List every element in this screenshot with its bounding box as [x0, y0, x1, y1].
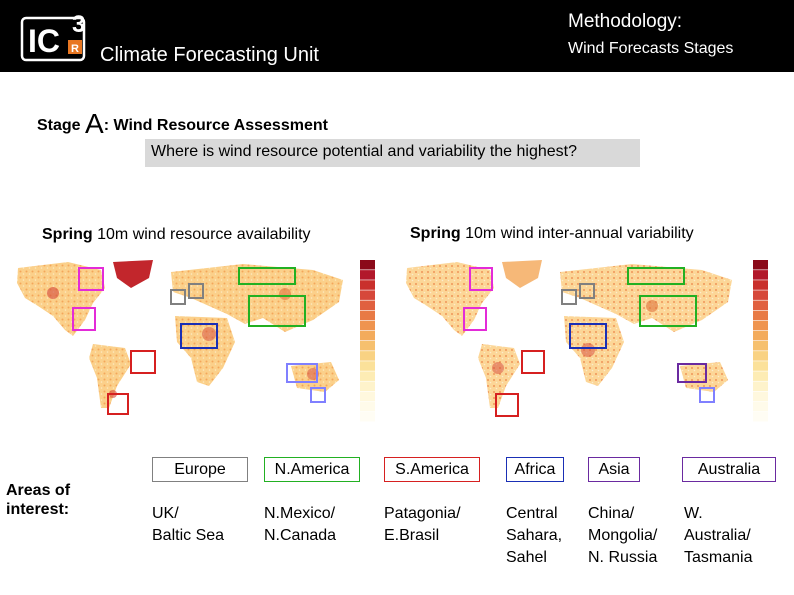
region-description: [384, 503, 461, 547]
region-box-asia: Asia: [588, 457, 640, 482]
colorbar-cell: [360, 260, 375, 270]
region-description-line: Baltic Sea: [152, 527, 225, 544]
stage-prefix: Stage: [37, 117, 81, 134]
region-description-line: Australia/: [684, 527, 751, 544]
colorbar-cell: [753, 351, 768, 361]
region-box-samerica: S.America: [384, 457, 480, 482]
colorbar-cell: [753, 290, 768, 300]
colorbar-cell: [753, 270, 768, 280]
header-bar: [0, 0, 794, 72]
region-description-line: Tasmania: [684, 549, 753, 566]
colorbar-cell: [753, 392, 768, 402]
region-box-namerica: N.America: [264, 457, 360, 482]
colorbar-cell: [360, 341, 375, 351]
colorbar-cell: [753, 382, 768, 392]
ic3-logo: [20, 10, 100, 65]
colorbar-cell: [753, 371, 768, 381]
unit-name: Climate Forecasting Unit: [100, 44, 319, 66]
colorbar-cell: [753, 311, 768, 321]
region-description-line: N.Mexico/: [264, 505, 336, 522]
colorbar-cell: [360, 382, 375, 392]
region-description: [588, 503, 657, 569]
colorbar-cell: [360, 371, 375, 381]
colorbar-cell: [360, 270, 375, 280]
colorbar-cell: [753, 361, 768, 371]
wind-variability-map: [402, 258, 745, 420]
region-description-line: E.Brasil: [384, 527, 440, 544]
colorbar-cell: [753, 402, 768, 412]
colorbar-cell: [360, 321, 375, 331]
region-box-europe: Europe: [152, 457, 248, 482]
colorbar-cell: [360, 361, 375, 371]
stage-letter: A: [85, 108, 104, 139]
region-box-africa: Africa: [506, 457, 564, 482]
colorbar-variability: [753, 260, 768, 422]
question-banner: Where is wind resource potential and variability the highest?: [145, 139, 640, 167]
region-description-line: Patagonia/: [384, 505, 461, 522]
wind-availability-map: [13, 258, 353, 420]
region-description: [152, 503, 224, 547]
region-description: [684, 503, 752, 569]
stage-heading: [37, 108, 328, 140]
colorbar-cell: [753, 331, 768, 341]
region-description-line: N. Russia: [588, 549, 658, 566]
region-description-line: China/: [588, 505, 635, 522]
colorbar-cell: [360, 331, 375, 341]
colorbar-cell: [753, 341, 768, 351]
map-title-text: 10m wind resource availability: [92, 226, 311, 243]
colorbar-cell: [753, 412, 768, 422]
region-description-line: Central: [506, 505, 558, 522]
colorbar-cell: [360, 351, 375, 361]
region-description-line: N.Canada: [264, 527, 337, 544]
colorbar-cell: [753, 280, 768, 290]
colorbar-cell: [753, 321, 768, 331]
region-description-line: UK/: [152, 505, 179, 522]
methodology-title: Methodology:: [568, 11, 683, 32]
logo-text: IC: [28, 23, 60, 59]
colorbar-cell: [360, 290, 375, 300]
map-title-season: Spring: [42, 226, 93, 243]
logo-superscript: 3: [72, 11, 86, 38]
map-title-text: 10m wind inter-annual variability: [460, 225, 694, 242]
map-title-availability: [42, 226, 311, 244]
map-title-variability: [410, 225, 694, 243]
region-description-line: W.: [684, 505, 703, 522]
colorbar-cell: [360, 280, 375, 290]
region-description: [506, 503, 562, 569]
colorbar-cell: [360, 301, 375, 311]
region-description-line: Sahel: [506, 549, 547, 566]
colorbar-cell: [360, 392, 375, 402]
colorbar-cell: [753, 260, 768, 270]
stage-title: : Wind Resource Assessment: [103, 117, 328, 134]
region-description-line: Mongolia/: [588, 527, 658, 544]
colorbar-availability: [360, 260, 375, 422]
logo-badge: R: [71, 43, 79, 55]
colorbar-cell: [360, 412, 375, 422]
region-description: [264, 503, 336, 547]
colorbar-cell: [753, 301, 768, 311]
region-description-line: Sahara,: [506, 527, 563, 544]
colorbar-cell: [360, 311, 375, 321]
map-title-season: Spring: [410, 225, 461, 242]
methodology-subtitle: Wind Forecasts Stages: [568, 40, 734, 57]
colorbar-cell: [360, 402, 375, 412]
region-box-australia: Australia: [682, 457, 776, 482]
areas-of-interest-label: Areas of interest:: [6, 482, 71, 518]
